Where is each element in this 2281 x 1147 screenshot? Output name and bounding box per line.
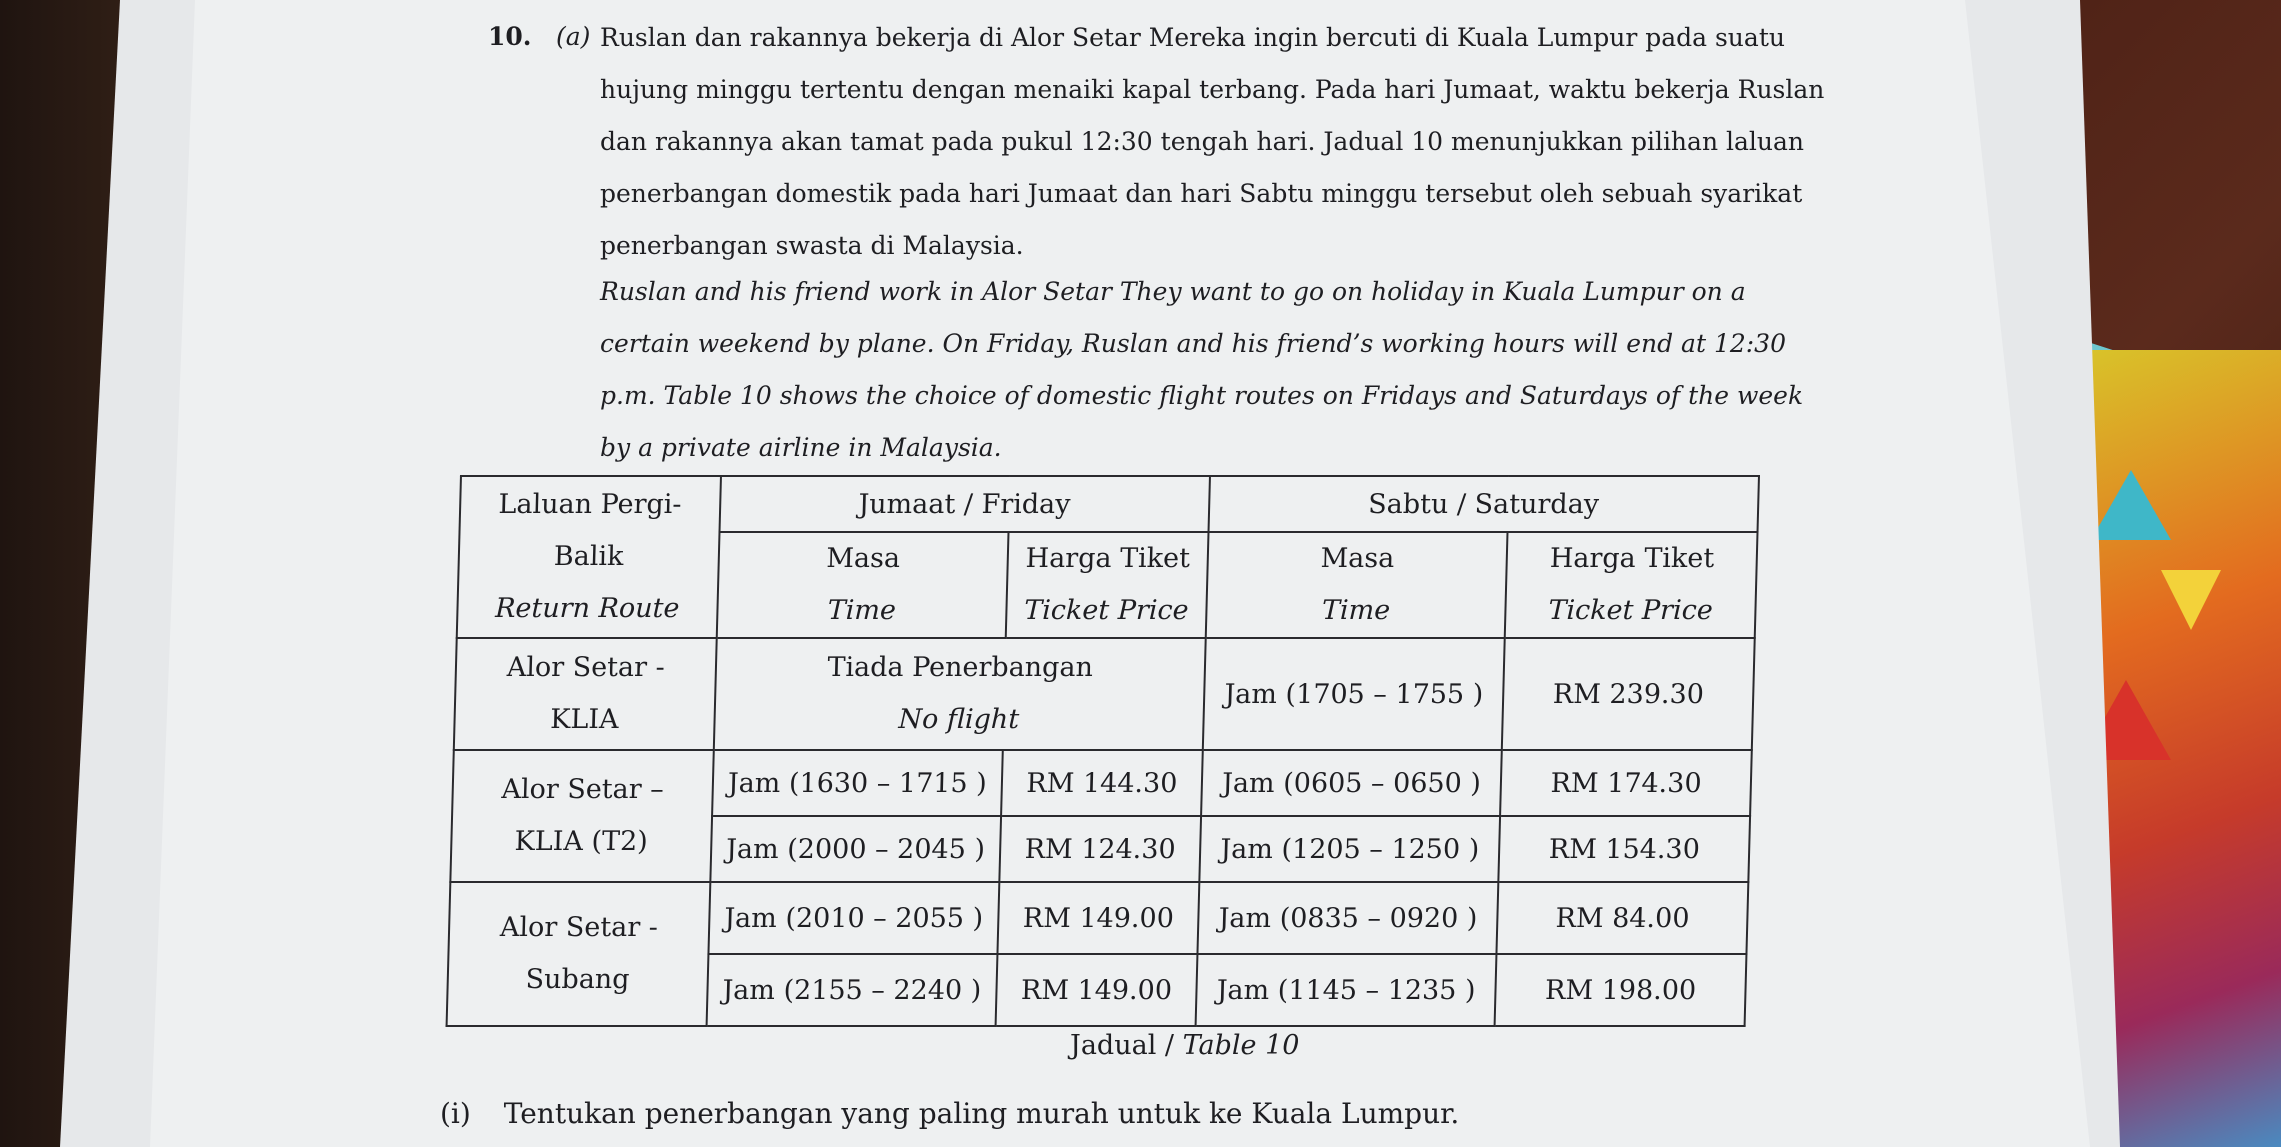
route-cell [447,882,710,1026]
header-price-saturday [1505,532,1757,638]
price-cell: RM 239.30 [1502,638,1755,750]
route-line: Alor Setar - [499,912,659,943]
route-line: Alor Setar - [506,652,666,683]
route-cell [450,750,713,882]
price-cell: RM 149.00 [998,882,1200,954]
price-cell: RM 154.30 [1499,816,1750,882]
text-line: Ruslan dan rakannya bekerja di Alor Setar Mereka ingin bercuti di Kuala Lumpur pada suatu [600,23,1785,52]
price-cell: RM 124.30 [999,816,1200,882]
route-header-line: Return Route [494,593,680,624]
header-line: Harga Tiket [1025,543,1191,574]
route-cell [454,638,717,750]
no-flight-cell [713,638,1205,750]
route-header-line: Balik [553,541,624,572]
no-flight-line: Tiada Penerbangan [827,652,1094,683]
text-line: p.m. Table 10 shows the choice of domestic flight routes on Fridays and Saturdays of the week [600,381,1804,410]
header-time-saturday [1206,532,1508,638]
table-caption [1070,1030,1299,1061]
question-part: (a) [556,22,591,51]
header-line: Ticket Price [1023,595,1190,626]
question-number: 10. [488,22,532,51]
header-saturday: Sabtu / Saturday [1208,476,1759,532]
price-cell: RM 149.00 [996,954,1198,1026]
header-line: Time [827,595,897,626]
header-line: Harga Tiket [1549,543,1715,574]
header-line: Masa [825,543,901,574]
price-cell: RM 198.00 [1495,954,1747,1026]
text-line: penerbangan domestik pada hari Jumaat dan hari Sabtu minggu tersebut oleh sebuah syarikat [600,179,1803,208]
time-cell: Jam (1630 – 1715 ) [712,750,1003,816]
header-price-friday [1006,532,1209,638]
time-cell: Jam (1145 – 1235 ) [1195,954,1496,1026]
route-header-line: Laluan Pergi- [498,489,682,520]
caption-english: Table 10 [1182,1030,1300,1061]
text-line: penerbangan swasta di Malaysia. [600,231,1024,260]
time-cell: Jam (0835 – 0920 ) [1197,882,1498,954]
text-line: certain weekend by plane. On Friday, Ruslan and his friend’s working hours will end at 12:30 [600,329,1786,358]
route-line: KLIA (T2) [514,826,649,857]
price-cell: RM 174.30 [1500,750,1751,816]
header-time-friday [716,532,1008,638]
route-line: Subang [525,964,630,995]
no-flight-line: No flight [898,704,1020,735]
header-line: Time [1321,595,1391,626]
route-line: Alor Setar – [501,774,665,805]
sub-question-text: Tentukan penerbangan yang paling murah untuk ke Kuala Lumpur. [503,1097,1460,1130]
sub-question-number: (i) [440,1097,471,1130]
time-cell: Jam (2155 – 2240 ) [706,954,997,1026]
time-cell: Jam (0605 – 0650 ) [1201,750,1502,816]
header-line: Ticket Price [1548,595,1714,626]
question-text-english [600,266,1804,474]
price-cell: RM 144.30 [1001,750,1202,816]
time-cell: Jam (1705 – 1755 ) [1203,638,1505,750]
price-cell: RM 84.00 [1497,882,1749,954]
text-line: dan rakannya akan tamat pada pukul 12:30 tengah hari. Jadual 10 menunjukkan pilihan laluan [600,127,1804,156]
caption-malay: Jadual / [1070,1030,1183,1061]
time-cell: Jam (1205 – 1250 ) [1199,816,1500,882]
text-line: by a private airline in Malaysia. [600,433,1002,462]
time-cell: Jam (2010 – 2055 ) [708,882,999,954]
text-line: Ruslan and his friend work in Alor Setar They want to go on holiday in Kuala Lumpur on a [600,277,1746,306]
route-line: KLIA [549,704,619,735]
sub-question [440,1097,1459,1130]
flight-table [446,475,1760,1027]
header-line: Masa [1320,543,1395,574]
header-friday: Jumaat / Friday [719,476,1210,532]
text-line: hujung minggu tertentu dengan menaiki kapal terbang. Pada hari Jumaat, waktu bekerja Ruslan [600,75,1825,104]
time-cell: Jam (2000 – 2045 ) [710,816,1001,882]
header-route [457,476,721,638]
question-text-malay [600,12,1825,272]
